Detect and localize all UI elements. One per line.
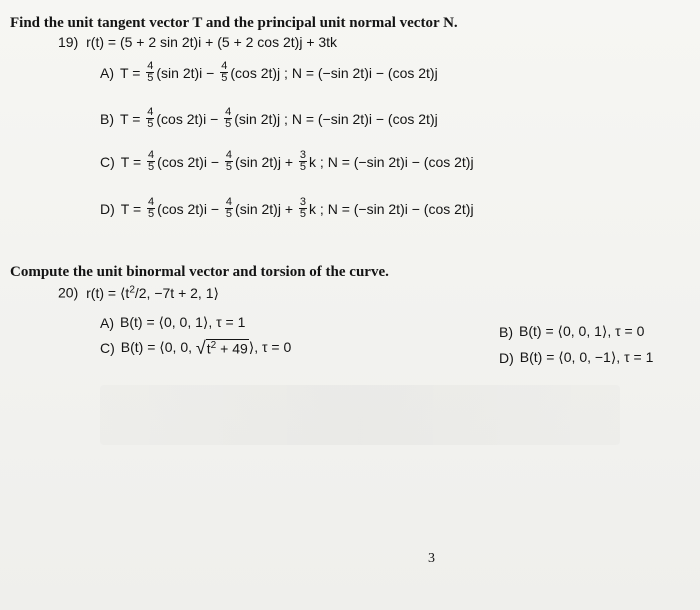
q20-option-d (499, 349, 653, 366)
q19-option-d-label: D) (100, 200, 115, 217)
q19-option-b-part0: T = (120, 110, 145, 127)
q20-option-c-post: ⟩, τ = 0 (248, 339, 292, 356)
q20-option-b (499, 323, 644, 340)
question-20-text: $r(t) = ⟨t^2/2$, −7t + 2, 1⟩ (86, 284, 219, 301)
bleed-through-shading (100, 385, 620, 445)
q19-option-d (100, 197, 474, 220)
q19-option-d-part1: (cos 2t)i − (157, 200, 223, 217)
q20-option-d-label: D) (499, 349, 514, 366)
q19-option-b-frac1: $\frac{4}{5}$ (225, 106, 232, 130)
q19-option-c (100, 150, 474, 173)
question-20 (58, 284, 219, 302)
question-20-number: 20) (58, 284, 79, 301)
q20-option-b-label: B) (499, 323, 513, 340)
q19-option-c-label: C) (100, 153, 115, 170)
q19-option-a-part2: (cos 2t)j ; N = (−sin 2t)i − (cos 2t)j (230, 64, 438, 81)
q19-option-d-frac2: $\frac{3}{5}$ (299, 196, 307, 220)
q19-option-c-frac0: $\frac{4}{5}$ (148, 149, 155, 173)
q20-option-d-text: B(t) = ⟨0, 0, −1⟩, τ = 1 (519, 349, 654, 365)
q19-option-b-frac0: $\frac{4}{5}$ (147, 106, 154, 130)
q20-option-c-radicand: $t^2 + 49$ (206, 340, 248, 357)
q20-option-a-label: A) (100, 314, 114, 331)
q19-option-b (100, 107, 438, 130)
q19-option-d-part0: T = (120, 200, 146, 217)
question-19-text: r(t) = (5 + 2 sin 2t)i + (5 + 2 cos 2t)j + 3tk (86, 34, 338, 50)
sqrt-symbol: √ (195, 337, 206, 358)
section1-heading: Find the unit tangent vector T and the principal unit normal vector N. (10, 15, 458, 31)
q19-option-d-part3: k ; N = (−sin 2t)i − (cos 2t)j (309, 200, 474, 217)
q19-option-d-part2: (sin 2t)j + (235, 200, 297, 217)
question-19-number: 19) (58, 34, 79, 50)
q19-option-a (100, 61, 438, 84)
q19-option-c-part3: k ; N = (−sin 2t)i − (cos 2t)j (309, 153, 474, 170)
q19-option-a-frac1: $\frac{4}{5}$ (221, 60, 228, 84)
q20-option-b-text: B(t) = ⟨0, 0, 1⟩, τ = 0 (519, 323, 645, 339)
section2-heading: Compute the unit binormal vector and torsion of the curve. (10, 264, 389, 280)
q20-option-c (100, 339, 291, 357)
question-19 (58, 34, 337, 50)
q20-option-c-label: C) (100, 339, 115, 356)
q19-option-b-label: B) (100, 110, 114, 127)
q19-option-a-part1: (sin 2t)i − (156, 64, 219, 81)
q19-option-c-frac2: $\frac{3}{5}$ (299, 149, 307, 173)
q19-option-d-frac0: $\frac{4}{5}$ (148, 196, 155, 220)
page-number: 3 (428, 551, 435, 566)
q19-option-c-part0: T = (120, 153, 146, 170)
q19-option-c-part2: (sin 2t)j + (235, 153, 297, 170)
q19-option-c-part1: (cos 2t)i − (157, 153, 223, 170)
q20-option-a-text: B(t) = ⟨0, 0, 1⟩, τ = 1 (120, 314, 246, 330)
q19-option-b-part1: (cos 2t)i − (156, 110, 223, 127)
q19-option-c-frac1: $\frac{4}{5}$ (225, 149, 233, 173)
q19-option-a-part0: T = (120, 64, 145, 81)
q19-option-b-part2: (sin 2t)j ; N = (−sin 2t)i − (cos 2t)j (234, 110, 438, 127)
q20-option-c-pre: B(t) = ⟨0, 0, (120, 339, 196, 356)
q20-option-a (100, 314, 245, 331)
q19-option-d-frac1: $\frac{4}{5}$ (225, 196, 233, 220)
q19-option-a-frac0: $\frac{4}{5}$ (147, 60, 154, 84)
q19-option-a-label: A) (100, 64, 114, 81)
